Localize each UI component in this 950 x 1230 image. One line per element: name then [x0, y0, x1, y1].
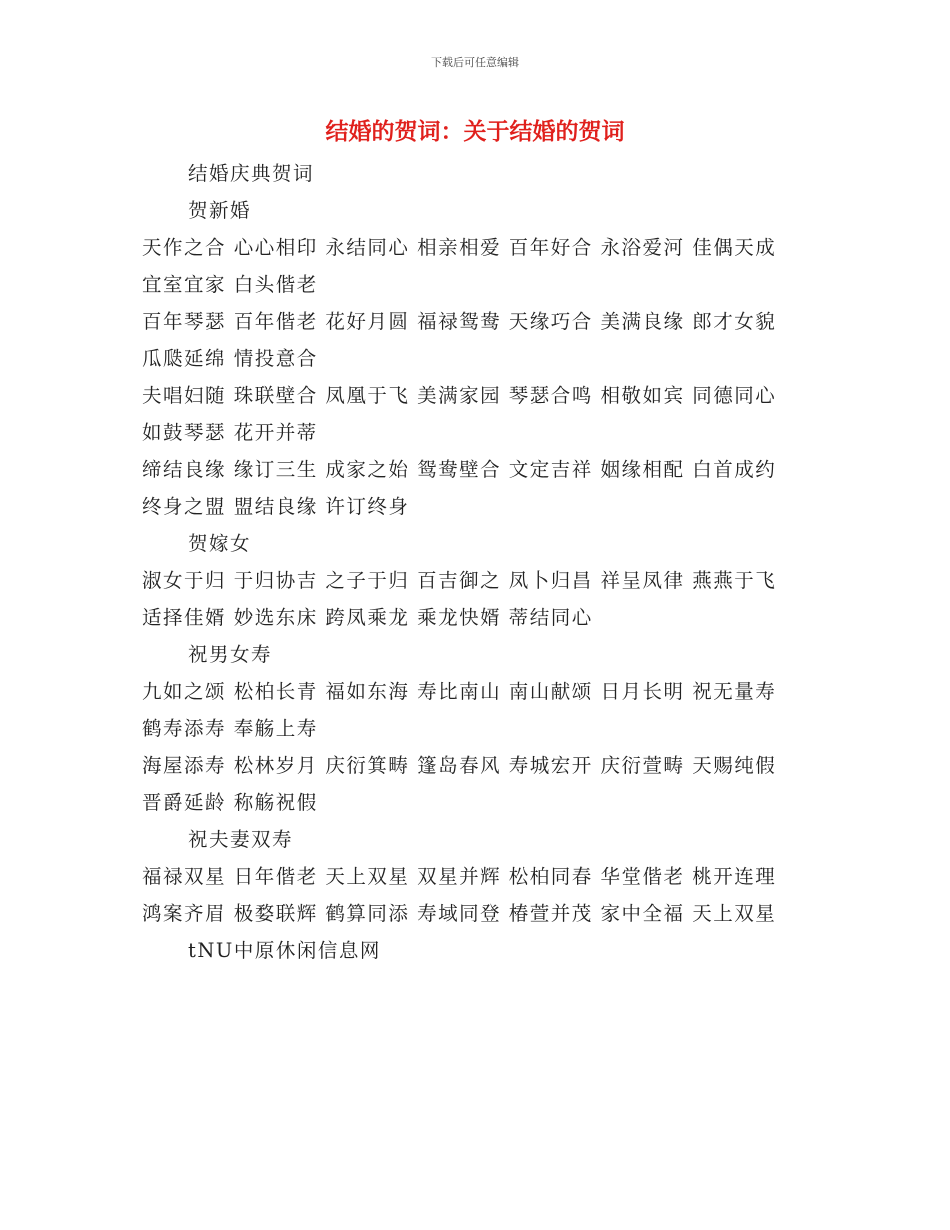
phrase-paragraph: 百年琴瑟 百年偕老 花好月圆 福禄鸳鸯 天缘巧合 美满良缘 郎才女貌 瓜瓞延绵 情投意合	[142, 310, 777, 370]
document-title: 结婚的贺词：关于结婚的贺词	[325, 119, 625, 145]
phrase-paragraph: 鸿案齐眉 极婺联辉 鹤算同添 寿域同登 椿萱并茂 家中全福 天上双星	[142, 902, 777, 925]
phrase-paragraph: 福禄双星 日年偕老 天上双星 双星并辉 松柏同春 华堂偕老 桃开连理	[142, 865, 777, 888]
phrase-paragraph: 海屋添寿 松林岁月 庆衍箕畴 篷岛春风 寿城宏开 庆衍萱畴 天赐纯假 晋爵延龄 称觞祝假	[142, 754, 777, 814]
phrase-paragraph: 九如之颂 松柏长青 福如东海 寿比南山 南山献颂 日月长明 祝无量寿 鹤寿添寿 奉觞上寿	[142, 680, 777, 740]
page-header-note: 下载后可任意编辑	[431, 56, 519, 69]
section-heading-wedding-greetings: 结婚庆典贺词	[188, 162, 315, 185]
section-heading-couple-longevity: 祝夫妻双寿	[188, 828, 294, 851]
section-heading-longevity: 祝男女寿	[188, 643, 273, 666]
section-heading-new-marriage: 贺新婚	[188, 199, 252, 222]
phrase-paragraph: 天作之合 心心相印 永结同心 相亲相爱 百年好合 永浴爱河 佳偶天成 宜室宜家 白头偕老	[142, 236, 777, 296]
source-note: tNU中原休闲信息网	[188, 939, 381, 962]
phrase-paragraph: 淑女于归 于归协吉 之子于归 百吉御之 凤卜归昌 祥呈凤律 燕燕于飞	[142, 569, 777, 592]
phrase-paragraph: 缔结良缘 缘订三生 成家之始 鸳鸯壁合 文定吉祥 姻缘相配 白首成约 终身之盟 盟结良缘 许订终身	[142, 458, 777, 518]
phrase-paragraph: 适择佳婿 妙选东床 跨凤乘龙 乘龙快婿 蒂结同心	[142, 606, 593, 629]
document-body	[142, 155, 794, 969]
phrase-paragraph: 夫唱妇随 珠联壁合 凤凰于飞 美满家园 琴瑟合鸣 相敬如宾 同德同心 如鼓琴瑟 花开并蒂	[142, 384, 777, 444]
section-heading-daughter-marriage: 贺嫁女	[188, 532, 252, 555]
